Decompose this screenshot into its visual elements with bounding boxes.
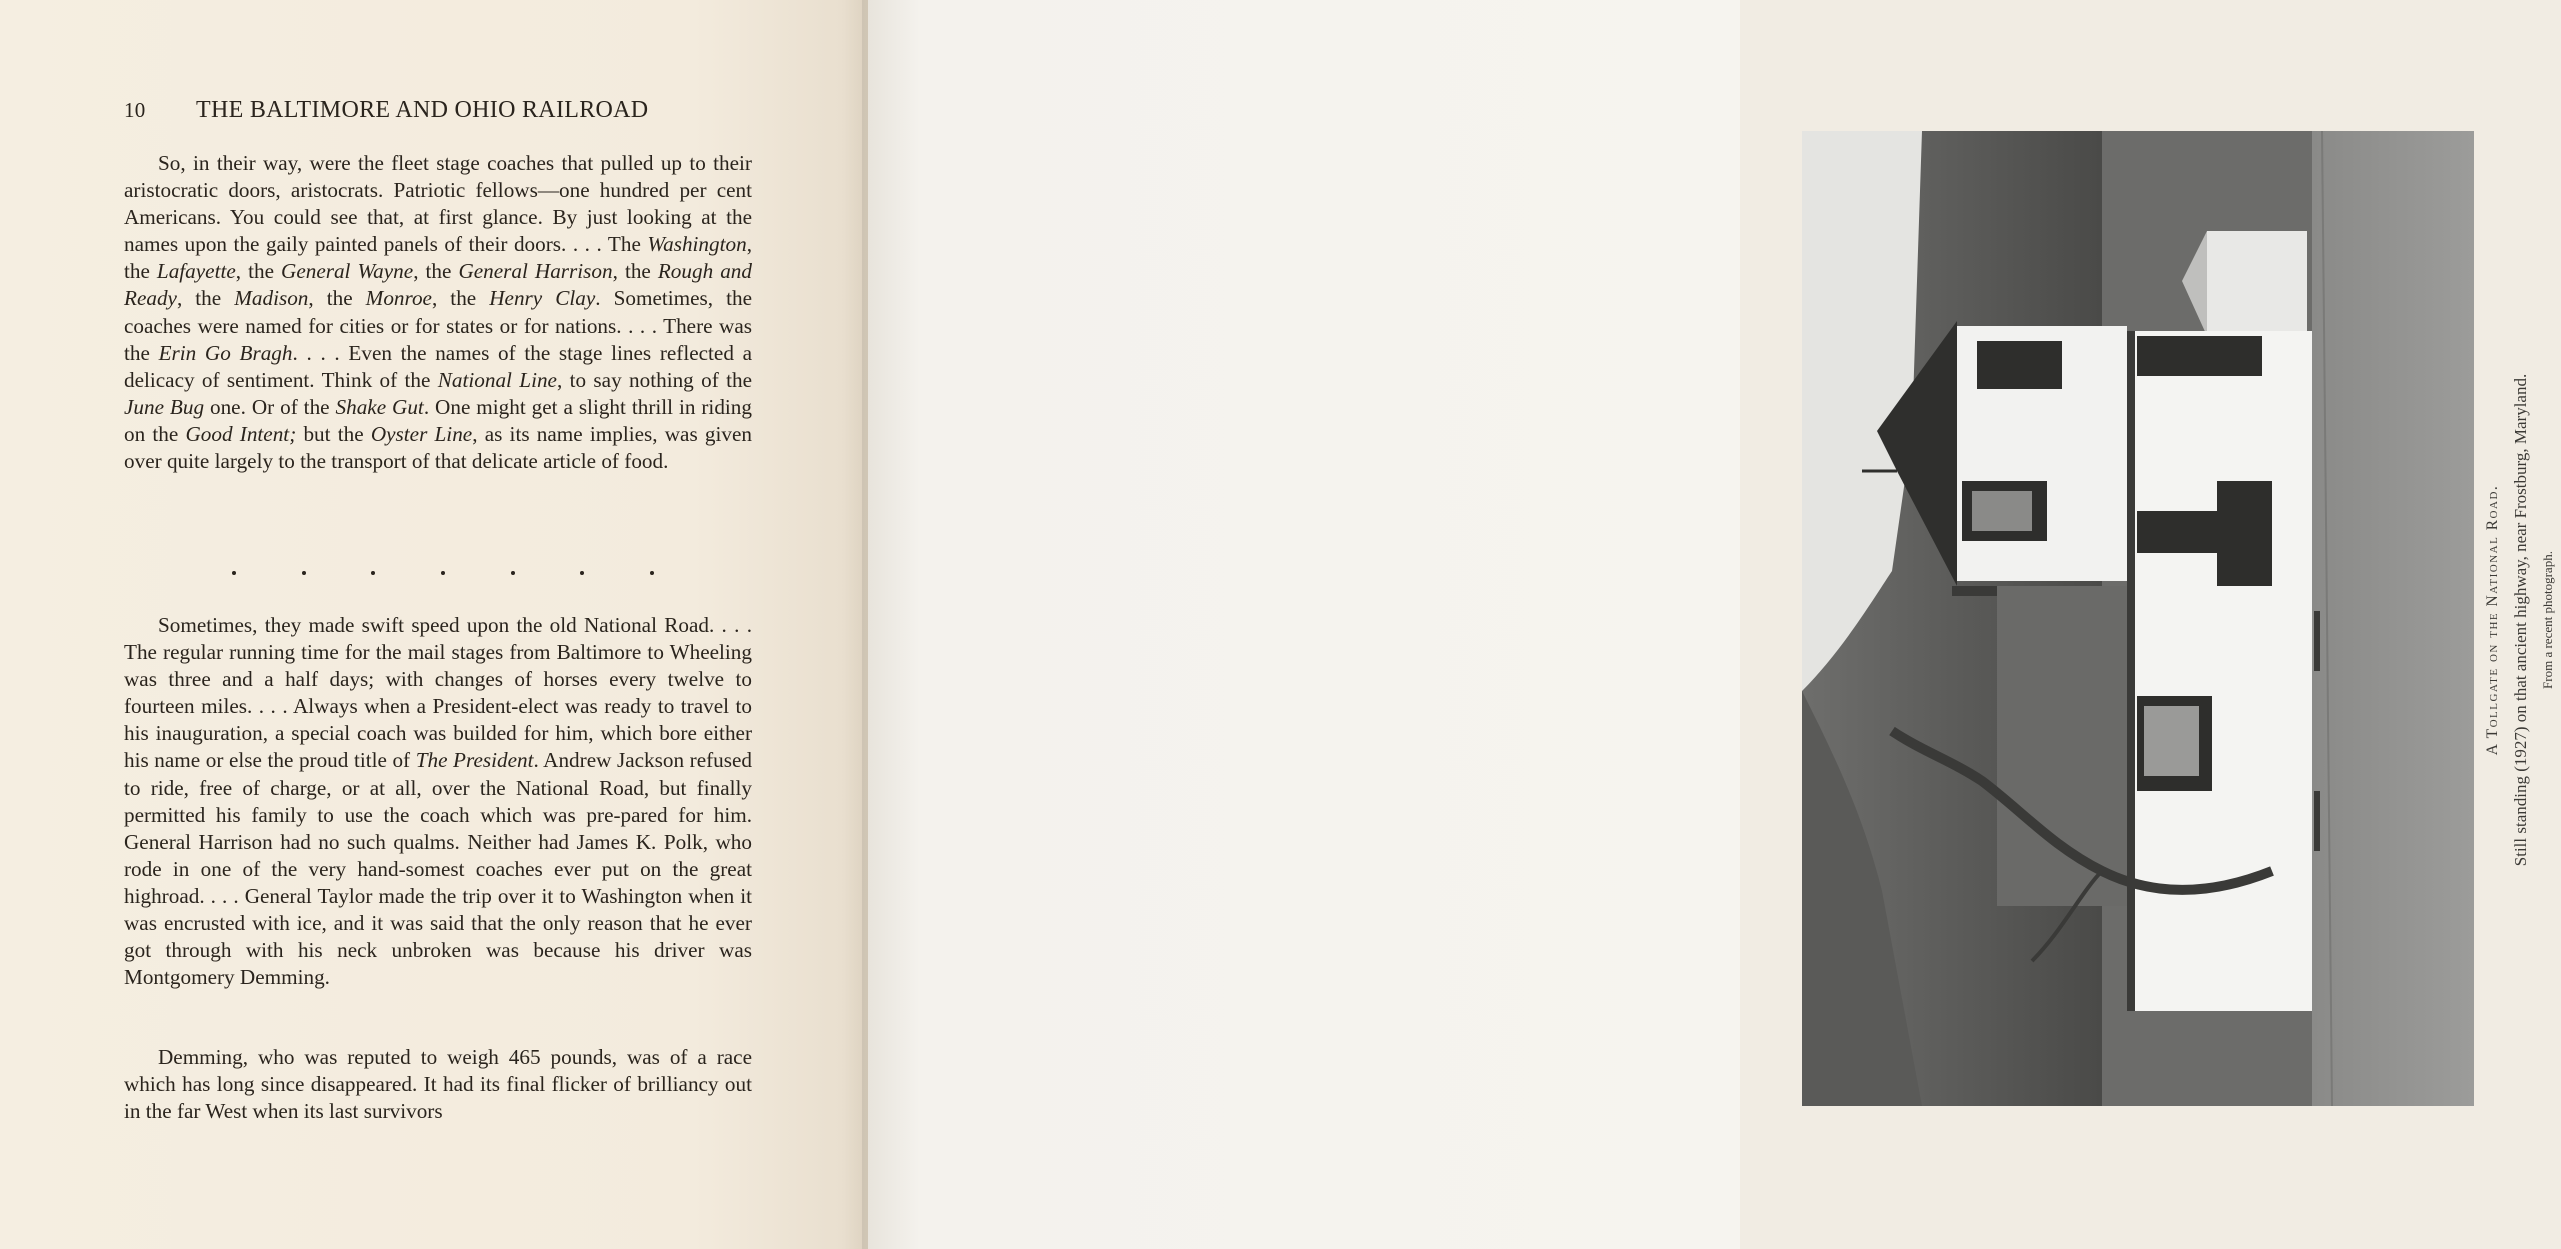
italic-title-run: Monroe <box>365 286 432 311</box>
text-run: , the <box>176 286 235 311</box>
text-run: . Andrew Jackson refused to ride, free of charge, or at all, over the National Road, but finally permitted his family to use the coach which was pre-pared for him. General Harrison had no such qualms. Neither had James K. Polk, who rode in one of the very hand-somest coaches ever put on the great highroad. . . . General Taylor made the trip over it to Washington when it was encrusted with ice, and it was said that the only reason that he ever got through with his neck unbroken was because his driver was Montgomery Demming. <box>124 748 752 990</box>
caption-body: Still standing (1927) on that ancient highway, near Frostburg, Maryland. <box>2511 373 2530 867</box>
text-run: , the <box>308 286 366 311</box>
italic-title-run: National Line <box>437 367 557 392</box>
dot <box>650 571 654 575</box>
italic-title-run: The President <box>415 748 534 773</box>
italic-title-run: Erin Go Bragh <box>158 340 293 365</box>
dot <box>580 571 584 575</box>
dot <box>232 571 236 575</box>
caption-title: A Tollgate on the National Road. <box>2484 484 2501 756</box>
text-run: , the <box>413 259 459 284</box>
body-paragraph-coach-names <box>124 150 752 475</box>
italic-title-run: Lafayette <box>156 259 236 284</box>
tollgate-photograph <box>1802 131 2474 1106</box>
dot <box>441 571 445 575</box>
text-run: , as its name implies, was given over quite largely to the transport of that delicate article of food. <box>124 421 752 474</box>
italic-title-run: General Wayne <box>281 259 414 284</box>
italic-title-run: Henry Clay <box>489 286 596 311</box>
italic-title-run: Rough and Ready <box>124 259 752 311</box>
caption-credit: From a recent photograph. <box>2540 551 2555 689</box>
text-run: Demming, who was reputed to weigh 465 pounds, was of a race which has long since disappeared. It had its final flicker of brilliancy out in the far West when its last survivors <box>124 1045 752 1124</box>
text-run: , the <box>235 259 282 284</box>
italic-title-run: Shake Gut <box>335 394 424 419</box>
running-head-title: THE BALTIMORE AND OHIO RAILROAD <box>196 97 649 123</box>
italic-title-run: Washington <box>647 232 747 257</box>
page-number: 10 <box>124 98 146 122</box>
text-run: , the <box>431 286 490 311</box>
left-page <box>0 0 868 1249</box>
italic-title-run: Good Intent; <box>185 421 297 446</box>
italic-title-run: General Harrison <box>458 259 613 284</box>
dot <box>302 571 306 575</box>
text-run: , to say nothing of the <box>556 367 752 392</box>
body-paragraph-demming <box>124 1044 752 1125</box>
text-run: , the <box>124 232 752 284</box>
running-header <box>124 97 752 124</box>
text-run: . Sometimes, the coaches were named for cities or for states or for nations. . . . There was the <box>124 286 752 365</box>
italic-title-run: Oyster Line <box>370 421 473 446</box>
text-run: one. Or of the <box>204 394 336 419</box>
dot <box>511 571 515 575</box>
body-paragraph-national-road <box>124 612 752 991</box>
italic-title-run: Madison <box>234 286 309 311</box>
dot <box>371 571 375 575</box>
text-run: Sometimes, they made swift speed upon the old National Road. . . . The regular running time for the mail stages from Baltimore to Wheeling was three and a half days; with changes of horses every twelve to fourteen miles. . . . Always when a President-elect was ready to travel to his inauguration, a special coach was builded for him, which bore either his name or else the proud title of <box>124 613 752 773</box>
text-run: , the <box>612 259 658 284</box>
tollgate-house-image <box>1802 131 2474 1106</box>
text-run: . . . . Even the names of the stage lines reflected a delicacy of sentiment. Think of the <box>124 340 752 392</box>
section-break-dots <box>124 571 752 575</box>
text-run: but the <box>296 421 371 446</box>
italic-title-run: June Bug <box>124 394 205 419</box>
right-page <box>868 0 2555 1249</box>
text-run: . One might get a slight thrill in riding on the <box>124 394 752 446</box>
text-run: So, in their way, were the fleet stage coaches that pulled up to their aristocratic doors, aristocrats. Patriotic fellows—one hundred per cent Americans. You could see that, at first glance. By just looking at the names upon the gaily painted panels of their doors. . . . The <box>124 151 752 257</box>
